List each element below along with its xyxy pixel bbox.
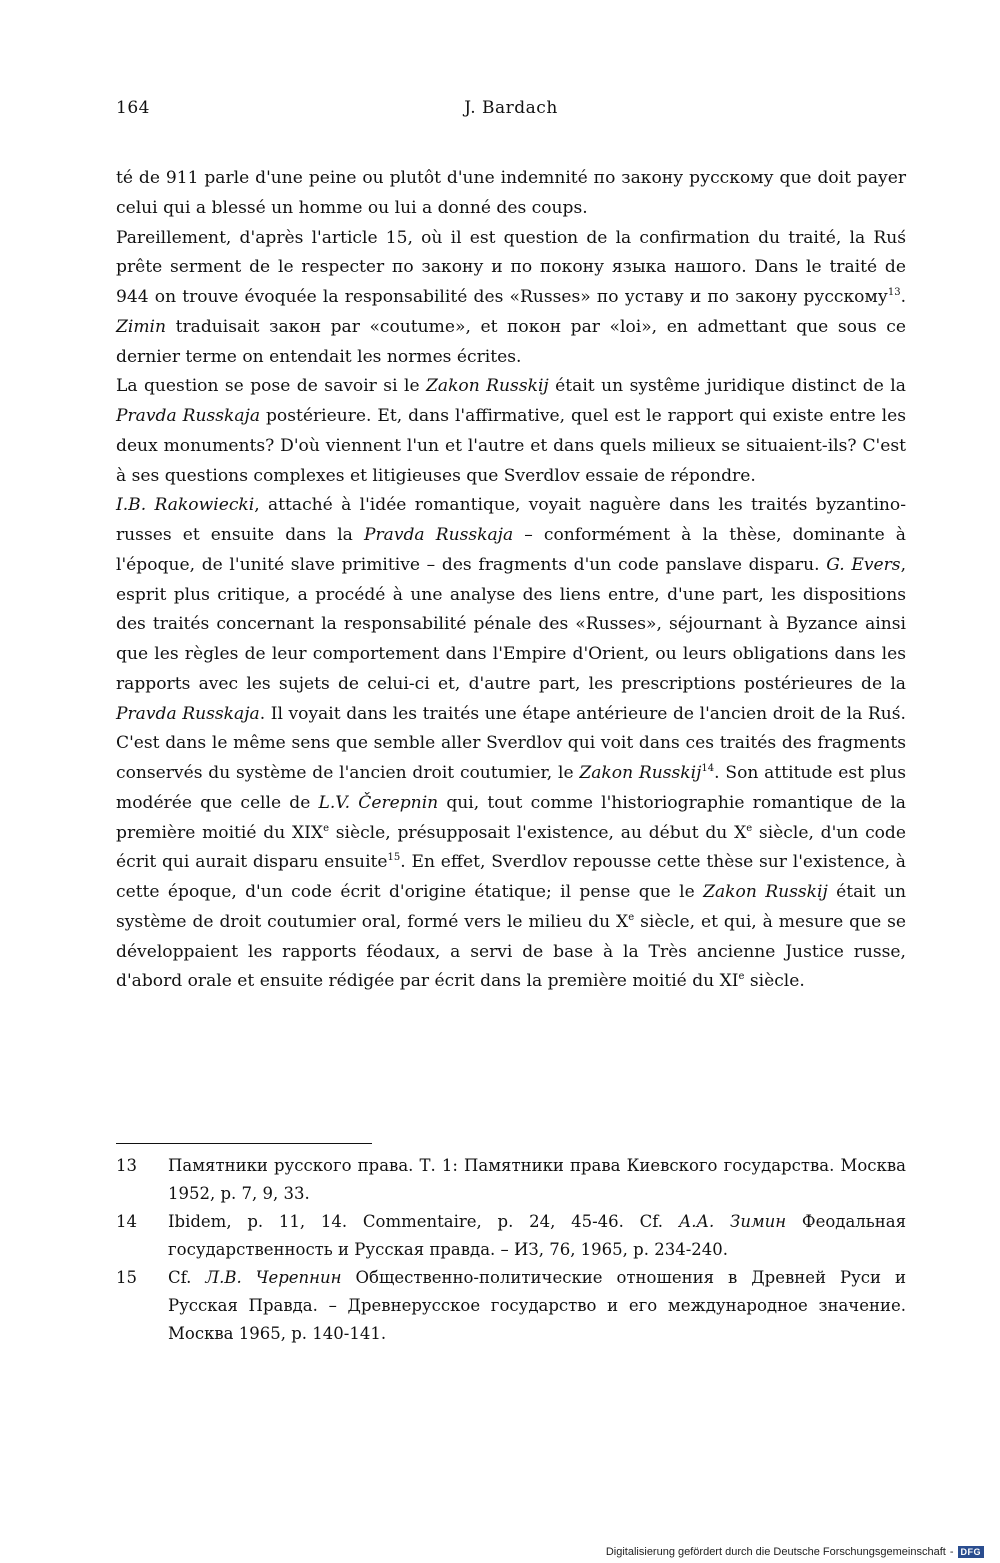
italic-run: Zimin — [116, 316, 167, 337]
page-number: 164 — [116, 98, 150, 118]
text-run: siècle, présupposait l'existence, au début du X — [328, 822, 747, 843]
main-text — [116, 164, 906, 997]
text-run: postérieure. Et, dans l'affirmative, quel est le rapport qui existe entre les deux monuments? D'où viennent l'un et l'autre et dans quels milieux se situaient-ils? C'est à ses questions complexes et litigieuses que Sverdlov essaie de répondre. — [116, 406, 906, 486]
note-reference: 14 — [701, 763, 715, 774]
text-run: qui, tout comme l'historiographie romantique de la première moitié du XIX — [116, 792, 906, 843]
text-run: Памятники русского права. Т. 1: Памятники права Киевского государства. Москва 1952, p. 7, 9, 33. — [168, 1156, 906, 1203]
italic-run: I.B. Rakowiecki — [116, 495, 255, 516]
funding-note: Digitalisierung gefördert durch die Deutsche Forschungsgemeinschaft — [605, 1546, 946, 1558]
italic-run: Л.В. Черепнин — [205, 1268, 342, 1287]
footnote — [116, 1208, 906, 1264]
text-run: siècle. — [744, 971, 805, 992]
text-run: – conformément à la thèse, dominante à l'époque, de l'unité slave primitive – des fragments d'un code panslave disparu. — [116, 525, 906, 575]
italic-run: Pravda Russkaja — [116, 703, 260, 724]
paragraph — [116, 491, 906, 997]
note-reference: 15 — [387, 852, 401, 864]
text-run: Pareillement, d'après l'article 15, où il est question de la confirmation du traité, la Ruś prête serment de le respecter по закону и по покону языка нашого. Dans le traité de 944 on trouve évoquée la responsabilité des «Russes» по уставу и по закону русскому — [116, 227, 906, 307]
text-run: traduisait закон par «coutume», et покон par «loi», en admettant que sous ce dernier terme on entendait les normes écrites. — [116, 316, 906, 367]
text-run: . Il voyait dans les traités une étape antérieure de l'ancien droit de la Ruś. C'est dans le même sens que semble aller Sverdlov qui voit dans ces traités des fragments conservés du système de l'ancien droit coutumier, le — [116, 703, 906, 783]
text-run: était un système de droit coutumier oral, formé vers le milieu du X — [116, 882, 906, 932]
italic-run: А.А. Зимин — [678, 1212, 787, 1231]
text-run: . En effet, Sverdlov repousse cette thèse sur l'existence, à cette époque, d'un code écrit d'origine étatique; il pense que le — [116, 852, 907, 902]
note-reference: e — [323, 822, 329, 834]
text-run: était un systême juridique distinct de la — [548, 376, 906, 397]
footnote — [116, 1152, 906, 1208]
note-reference: e — [746, 822, 753, 834]
italic-run: L.V. Čerepnin — [318, 792, 439, 813]
digitization-credit — [606, 1546, 984, 1558]
note-reference: 13 — [887, 287, 901, 298]
text-run: La question se pose de savoir si le — [116, 376, 426, 397]
text-run: . — [900, 287, 906, 307]
footnotes — [116, 1152, 906, 1348]
paragraph — [116, 224, 906, 373]
text-run: Феодальная государственность и Русская правда. – ИЗ, 76, 1965, p. 234-240. — [168, 1212, 906, 1259]
footnote-text — [168, 1268, 906, 1343]
footnote — [116, 1264, 906, 1348]
note-reference: e — [738, 971, 745, 983]
text-run: . Son attitude est plus modérée que celle de — [116, 763, 906, 813]
italic-run: Pravda Russkaja — [116, 406, 261, 426]
italic-run: G. Evers — [826, 554, 901, 575]
footnote-number: 13 — [116, 1156, 137, 1175]
dfg-logo-icon: DFG — [958, 1546, 985, 1558]
italic-run: Pravda Russkaja — [363, 525, 514, 545]
footnote-text — [168, 1156, 906, 1203]
text-run: , attaché à l'idée romantique, voyait naguère dans les traités byzantino-russes et ensuite dans la — [116, 495, 906, 545]
running-header — [116, 98, 906, 126]
text-run: , esprit plus critique, a procédé à une analyse des liens entre, d'une part, les dispositions des traités concernant la responsabilité pénale des «Russes», séjournant à Byzance ainsi que les règles de leur comportement dans l'Empire d'Orient, ou leurs obligations dans les rapports avec les sujets de celui-ci et, d'autre part, les prescriptions postérieures de la — [116, 554, 907, 694]
text-run: Общественно-политические отношения в Древней Руси и Русская Правда. – Древнерусское государство и его международное значение. Москва 1965, p. 140-141. — [168, 1268, 906, 1343]
footnote-number: 14 — [116, 1212, 137, 1231]
footer-separator: - — [949, 1546, 954, 1558]
footnote-text — [168, 1212, 906, 1259]
paragraph — [116, 164, 906, 224]
italic-run: Zakon Russkij — [703, 882, 828, 902]
italic-run: Zakon Russkij — [579, 763, 702, 783]
running-head-author: J. Bardach — [464, 98, 558, 118]
footnote-number: 15 — [116, 1268, 137, 1287]
note-reference: e — [628, 911, 635, 923]
text-run: té de 911 parle d'une peine ou plutôt d'une indemnité по закону русскому que doit payer celui qui a blessé un homme ou lui a donné des coups. — [116, 168, 906, 218]
text-run: Ibidem, p. 11, 14. Commentaire, p. 24, 45-46. Cf. — [168, 1212, 679, 1231]
text-run: siècle, et qui, à mesure que se développaient les rapports féodaux, a servi de base à la Très ancienne Justice russe, d'abord orale et ensuite rédigée par écrit dans la première moitié du XI — [116, 911, 907, 992]
paragraph — [116, 372, 906, 491]
text-run: siècle, d'un code écrit qui aurait disparu ensuite — [116, 822, 906, 873]
footnote-separator — [116, 1143, 372, 1144]
italic-run: Zakon Russkij — [426, 376, 549, 397]
text-run: Cf. — [168, 1268, 206, 1287]
